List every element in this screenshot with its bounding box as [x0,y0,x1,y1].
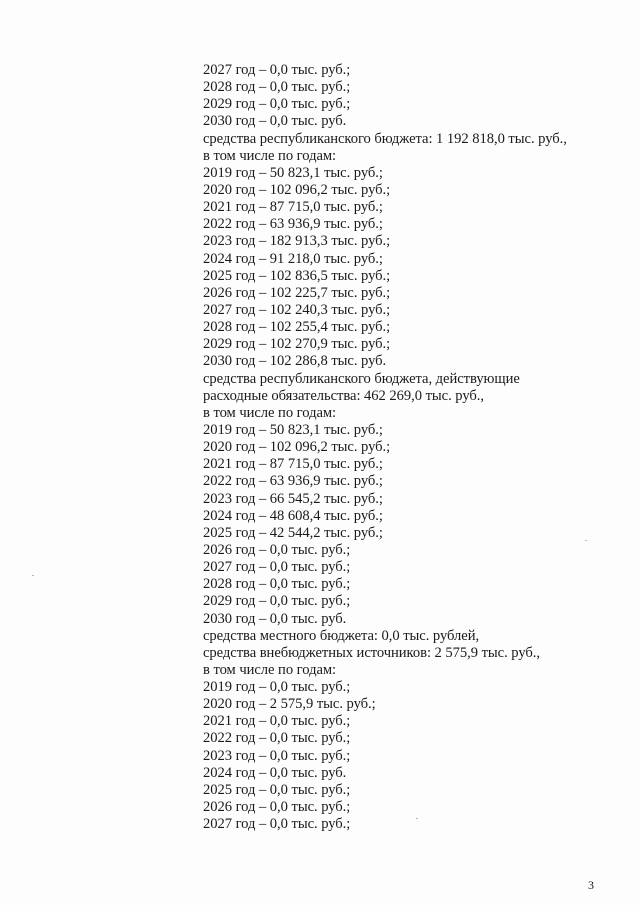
text-line: 2030 год – 102 286,8 тыс. руб. [203,353,387,370]
text-line: 2022 год – 63 936,9 тыс. руб.; [203,216,383,233]
text-line: 2022 год – 63 936,9 тыс. руб.; [203,473,383,490]
text-line: 2027 год – 102 240,3 тыс. руб.; [203,301,391,318]
text-line: 2023 год – 0,0 тыс. руб.; [203,747,351,764]
scan-speck [585,540,587,541]
text-line: 2019 год – 50 823,1 тыс. руб.; [203,421,383,438]
scan-speck [32,575,34,576]
text-line: 2020 год – 102 096,2 тыс. руб.; [203,181,391,198]
text-line: 2021 год – 0,0 тыс. руб.; [203,713,351,730]
text-line: 2019 год – 50 823,1 тыс. руб.; [203,164,383,181]
text-line: 2020 год – 2 575,9 тыс. руб.; [203,696,376,713]
text-line: 2027 год – 0,0 тыс. руб.; [203,816,351,833]
text-line: 2029 год – 0,0 тыс. руб.; [203,593,351,610]
text-line: 2026 год – 0,0 тыс. руб.; [203,541,351,558]
text-line: средства местного бюджета: 0,0 тыс. рублей, [203,627,480,644]
text-line: 2025 год – 0,0 тыс. руб.; [203,781,351,798]
text-line: 2024 год – 0,0 тыс. руб. [203,764,347,781]
text-line: 2023 год – 66 545,2 тыс. руб.; [203,490,383,507]
text-line: 2024 год – 48 608,4 тыс. руб.; [203,507,383,524]
text-line: 2025 год – 42 544,2 тыс. руб.; [203,524,383,541]
text-line: 2021 год – 87 715,0 тыс. руб.; [203,456,383,473]
text-line: 2024 год – 91 218,0 тыс. руб.; [203,250,383,267]
text-line: расходные обязательства: 462 269,0 тыс. руб., [203,387,484,404]
text-line: 2026 год – 0,0 тыс. руб.; [203,799,351,816]
text-line: 2022 год – 0,0 тыс. руб.; [203,730,351,747]
text-line: 2020 год – 102 096,2 тыс. руб.; [203,439,391,456]
text-line: средства республиканского бюджета, действующие [203,370,520,387]
text-line: 2030 год – 0,0 тыс. руб. [203,113,347,130]
scan-speck [416,818,418,819]
text-line: 2029 год – 0,0 тыс. руб.; [203,96,351,113]
document-body [203,62,623,833]
text-line: 2027 год – 0,0 тыс. руб.; [203,62,351,78]
page-number: 3 [588,878,594,892]
text-line: 2028 год – 102 255,4 тыс. руб.; [203,319,391,336]
text-line: 2030 год – 0,0 тыс. руб. [203,610,347,627]
text-line: 2029 год – 102 270,9 тыс. руб.; [203,336,391,353]
text-line: 2028 год – 0,0 тыс. руб.; [203,79,351,96]
text-line: 2026 год – 102 225,7 тыс. руб.; [203,284,391,301]
text-line: 2019 год – 0,0 тыс. руб.; [203,679,351,696]
text-line: средства республиканского бюджета: 1 192 818,0 тыс. руб., [203,130,567,147]
text-line: 2025 год – 102 836,5 тыс. руб.; [203,267,391,284]
text-line: 2027 год – 0,0 тыс. руб.; [203,559,351,576]
text-line: 2021 год – 87 715,0 тыс. руб.; [203,199,383,216]
text-line: средства внебюджетных источников: 2 575,9 тыс. руб., [203,644,540,661]
text-line: 2028 год – 0,0 тыс. руб.; [203,576,351,593]
text-line: в том числе по годам: [203,147,337,164]
text-line: 2023 год – 182 913,3 тыс. руб.; [203,233,391,250]
text-line: в том числе по годам: [203,661,337,678]
text-line: в том числе по годам: [203,404,337,421]
